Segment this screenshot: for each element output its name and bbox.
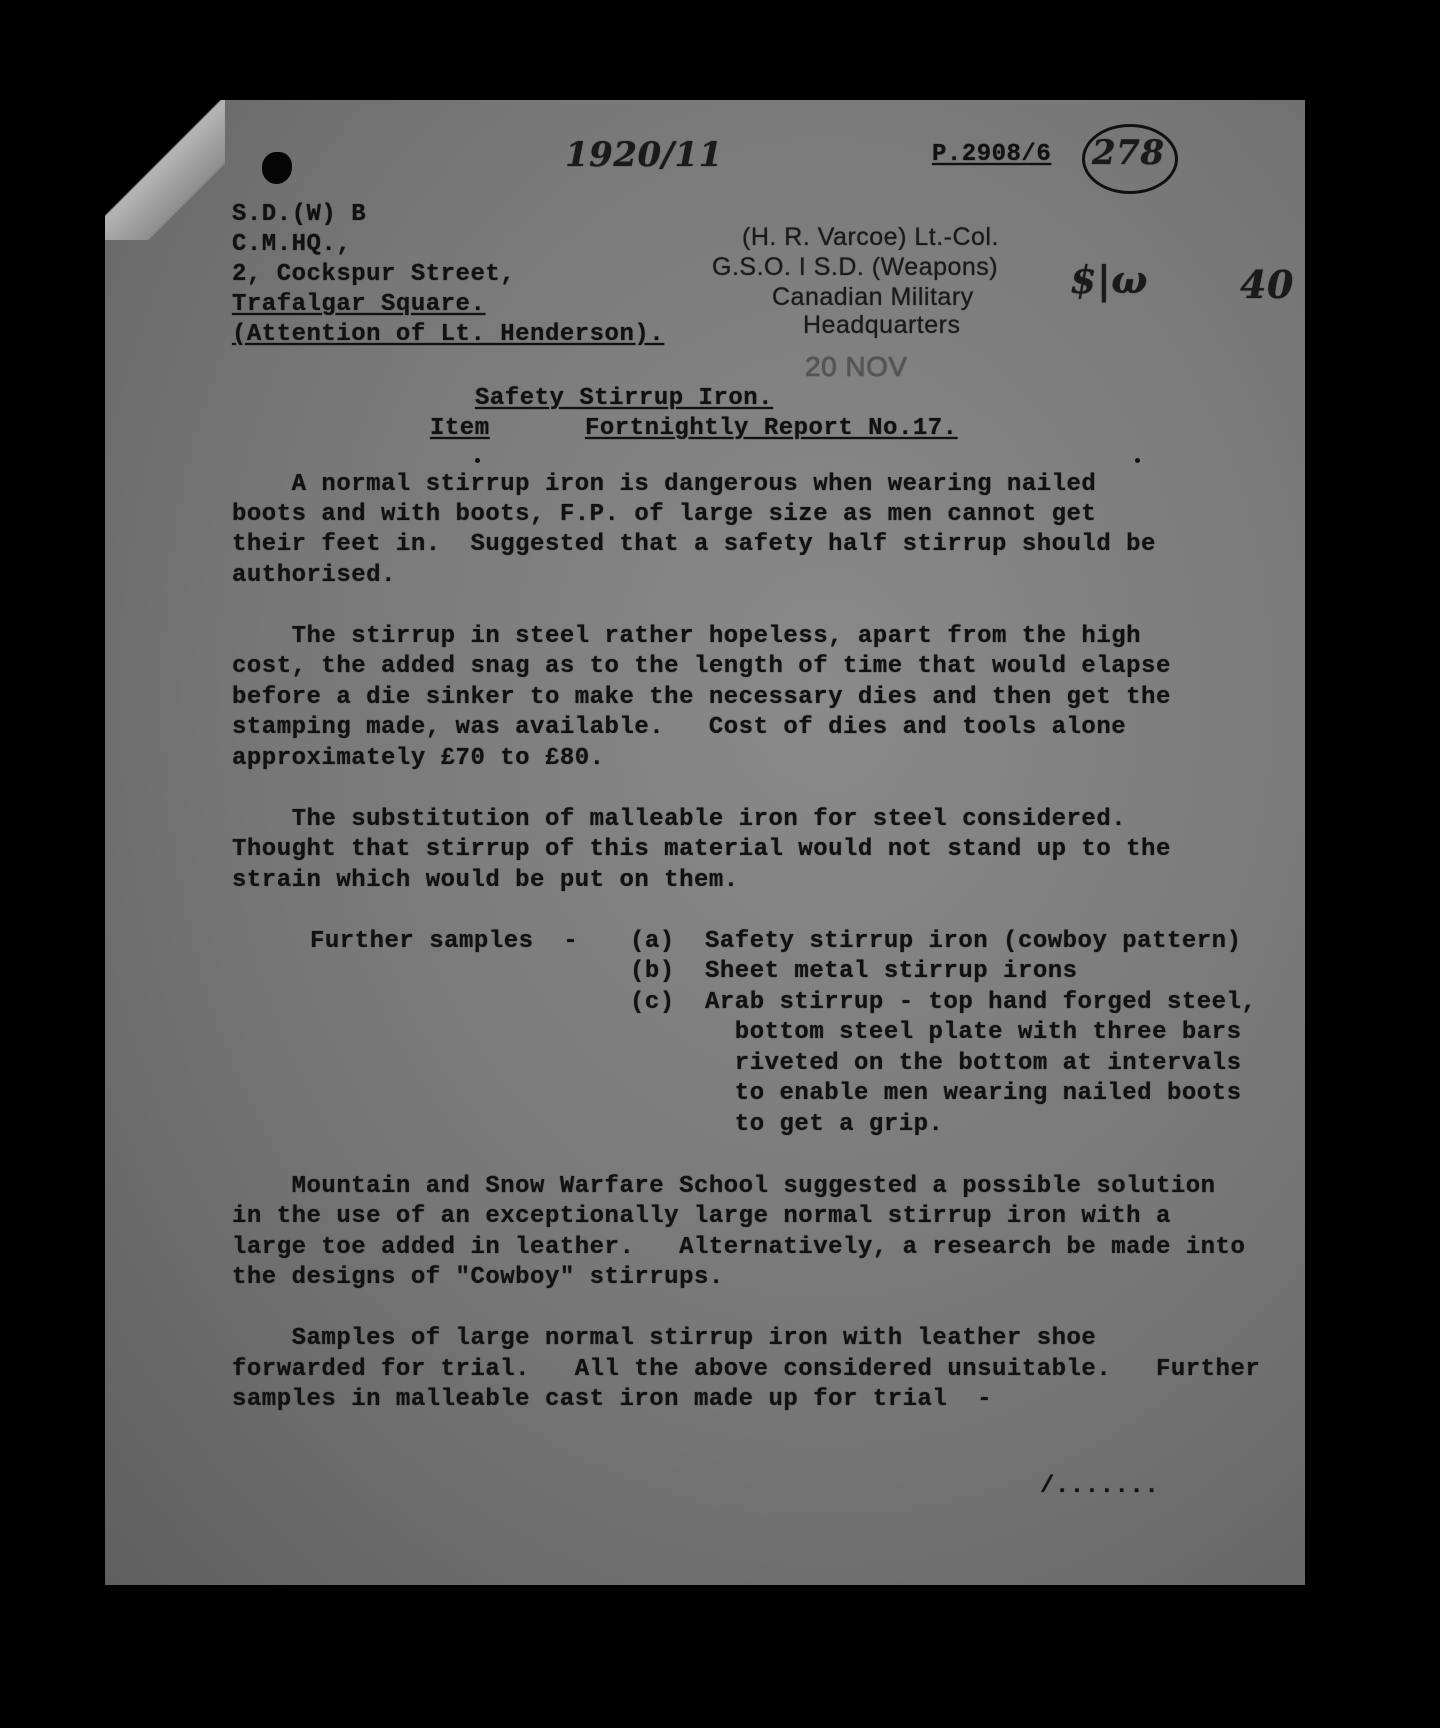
text-line: Mountain and Snow Warfare School suggested a possible solution [232, 1173, 1216, 1200]
handwritten-folio: 1920/11 [565, 135, 723, 175]
handwritten-circled-number: 278 [1092, 133, 1165, 173]
folded-corner [105, 100, 225, 240]
samples-label: Further samples - [310, 928, 579, 955]
address-line-3: 2, Cockspur Street, [232, 261, 516, 288]
text-line: The substitution of malleable iron for steel considered. [232, 806, 1127, 833]
text-line: strain which would be put on them. [232, 867, 739, 894]
text-line: A normal stirrup iron is dangerous when wearing nailed [232, 471, 1097, 498]
text-line: stamping made, was available. Cost of dies and tools alone [232, 714, 1127, 741]
text-line: authorised. [232, 562, 396, 589]
stamp-line-1: (H. R. Varcoe) Lt.-Col. [742, 223, 999, 251]
sample-marker-a: (a) [630, 928, 675, 955]
sample-item-c: to get a grip. [705, 1111, 944, 1138]
sample-item-c: Arab stirrup - top hand forged steel, [705, 989, 1257, 1016]
address-line-5: (Attention of Lt. Henderson). [232, 321, 665, 348]
text-line: in the use of an exceptionally large normal stirrup iron with a [232, 1203, 1171, 1230]
file-reference: P.2908/6 [932, 141, 1052, 168]
sample-item-c: riveted on the bottom at intervals [705, 1050, 1242, 1077]
text-line: large toe added in leather. Alternatively, a research be made into [232, 1234, 1246, 1261]
text-line: forwarded for trial. All the above considered unsuitable. Further [232, 1356, 1261, 1383]
text-line: Thought that stirrup of this material would not stand up to the [232, 836, 1171, 863]
stamp-line-3: Canadian Military [772, 283, 974, 311]
sample-marker-b: (b) [630, 958, 675, 985]
stray-dot [475, 458, 480, 463]
sample-item-c: bottom steel plate with three bars [705, 1019, 1242, 1046]
text-line: boots and with boots, F.P. of large size as men cannot get [232, 501, 1097, 528]
text-line: their feet in. Suggested that a safety half stirrup should be [232, 531, 1156, 558]
document-title: Safety Stirrup Iron. [475, 385, 774, 412]
text-line: approximately £70 to £80. [232, 745, 605, 772]
stamp-line-2: G.S.O. I S.D. (Weapons) [712, 253, 999, 281]
address-line-1: S.D.(W) B [232, 201, 367, 228]
sample-item-b: Sheet metal stirrup irons [705, 958, 1078, 985]
stamp-date: 20 NOV [805, 351, 908, 382]
text-line: samples in malleable cast iron made up for trial - [232, 1386, 993, 1413]
text-line: Samples of large normal stirrup iron with leather shoe [232, 1325, 1097, 1352]
report-number: Fortnightly Report No.17. [585, 415, 958, 442]
stamp-line-4: Headquarters [803, 311, 961, 339]
text-line: before a die sinker to make the necessary dies and then get the [232, 684, 1171, 711]
sample-item-a: Safety stirrup iron (cowboy pattern) [705, 928, 1242, 955]
continuation-mark: /....... [1040, 1473, 1160, 1500]
sample-marker-c: (c) [630, 989, 675, 1016]
text-line: The stirrup in steel rather hopeless, apart from the high [232, 623, 1142, 650]
text-line: the designs of "Cowboy" stirrups. [232, 1264, 724, 1291]
handwritten-marginal-a: $|ω [1070, 257, 1148, 302]
sample-item-c: to enable men wearing nailed boots [705, 1080, 1242, 1107]
text-line: cost, the added snag as to the length of time that would elapse [232, 653, 1171, 680]
handwritten-marginal-b: 40 [1240, 262, 1294, 307]
address-line-4: Trafalgar Square. [232, 291, 486, 318]
item-label: Item [430, 415, 490, 442]
stray-dot [1135, 458, 1140, 463]
address-line-2: C.M.HQ., [232, 231, 352, 258]
